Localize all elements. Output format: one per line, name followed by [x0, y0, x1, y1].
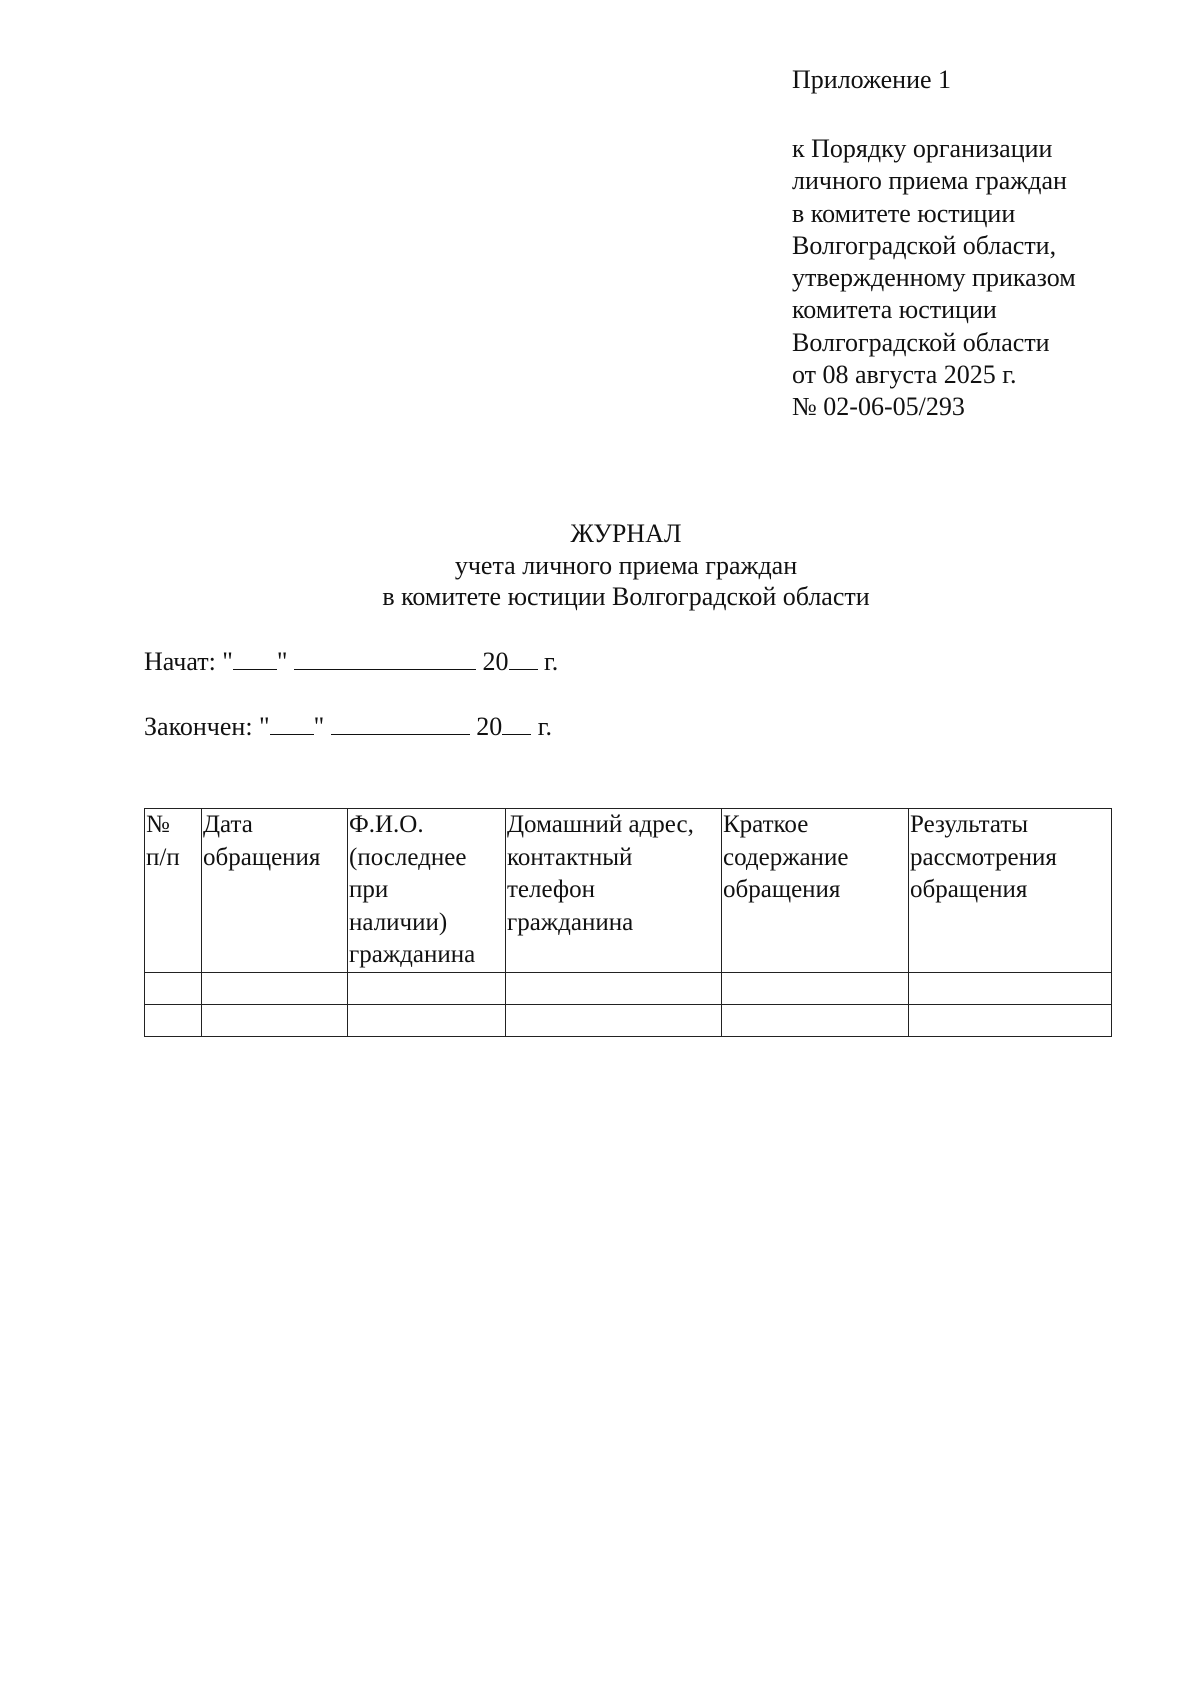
finished-year-blank [502, 712, 531, 735]
header-summary: Краткое содержание обращения [722, 809, 909, 973]
table-cell [909, 1004, 1112, 1036]
quote-close: " [276, 647, 288, 676]
table-cell [506, 1004, 722, 1036]
appendix-reference [792, 133, 1172, 424]
table-row [145, 972, 1112, 1004]
appendix-line: в комитете юстиции [792, 198, 1016, 228]
table-cell [145, 1004, 202, 1036]
finished-day-blank [270, 712, 314, 735]
table-cell [909, 972, 1112, 1004]
year-suffix: г. [544, 647, 559, 676]
table-row [145, 1004, 1112, 1036]
appendix-line: от 08 августа 2025 г. [792, 360, 1017, 390]
table-cell [202, 1004, 348, 1036]
table-cell [145, 972, 202, 1004]
journal-subtitle-line: учета личного приема граждан [454, 550, 798, 580]
year-suffix: г. [537, 712, 553, 741]
header-full-name: Ф.И.О. (последнее при наличии) гражданина [348, 809, 506, 973]
table-cell [348, 1004, 506, 1036]
journal-heading [0, 518, 1200, 613]
started-label: Начат: " [144, 647, 233, 676]
journal-title: ЖУРНАЛ [570, 519, 682, 548]
started-date-line [144, 646, 558, 678]
header-results: Результаты рассмотрения обращения [909, 809, 1112, 973]
appendix-line: личного приема граждан [792, 166, 1067, 196]
appendix-line: утвержденному приказом [792, 263, 1076, 293]
journal-table [144, 808, 1112, 1037]
table-header-row [145, 809, 1112, 973]
table-cell [202, 972, 348, 1004]
appendix-title: Приложение 1 [792, 65, 952, 94]
header-address: Домашний адрес, контактный телефон гражданина [506, 809, 722, 973]
header-number: № п/п [145, 809, 202, 973]
appendix-line: Волгоградской области [792, 327, 1050, 357]
table-cell [348, 972, 506, 1004]
started-year-blank [509, 647, 538, 670]
appendix-line: комитета юстиции [792, 295, 997, 325]
quote-close: " [313, 712, 325, 741]
year-prefix: 20 [476, 712, 503, 741]
appendix-line: к Порядку организации [792, 134, 1053, 163]
table-cell [722, 1004, 909, 1036]
finished-date-line [144, 711, 552, 743]
table-cell [506, 972, 722, 1004]
appendix-line: Волгоградской области, [792, 230, 1057, 260]
journal-subtitle-line: в комитете юстиции Волгоградской области [382, 582, 870, 611]
header-date: Дата обращения [202, 809, 348, 973]
finished-month-blank [331, 712, 470, 735]
started-month-blank [294, 647, 476, 670]
finished-label: Закончен: " [144, 712, 270, 741]
started-day-blank [233, 647, 277, 670]
year-prefix: 20 [482, 647, 509, 676]
table-cell [722, 972, 909, 1004]
appendix-line: № 02-06-05/293 [792, 392, 965, 422]
